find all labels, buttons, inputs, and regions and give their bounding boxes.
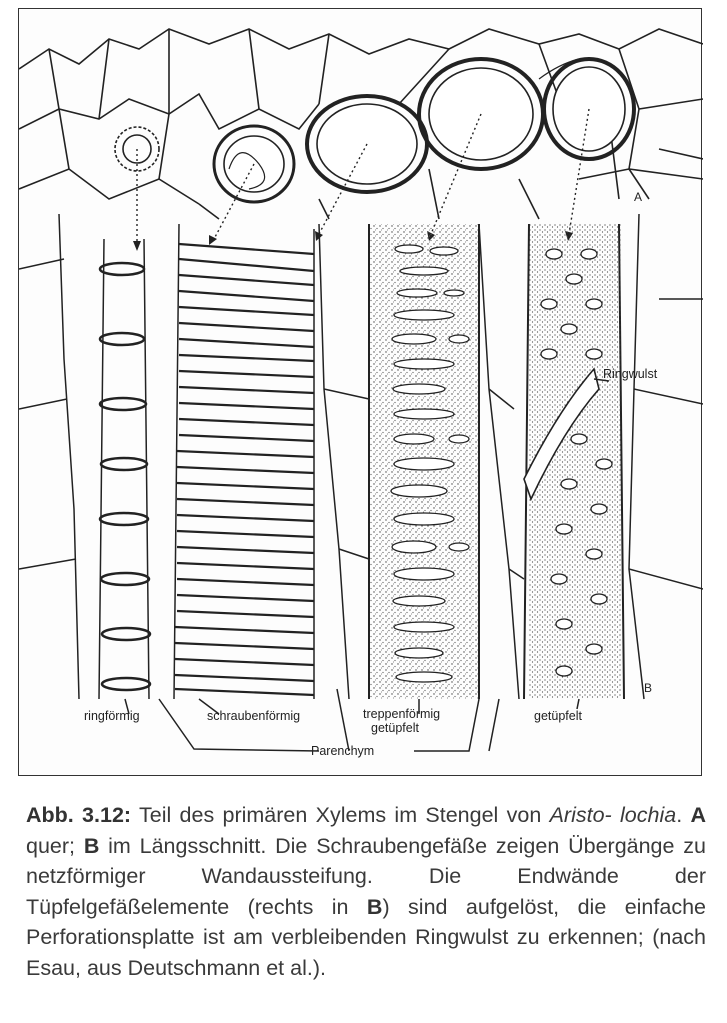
figure-caption (26, 800, 706, 983)
xylem-illustration (19, 9, 703, 777)
panel-b-letter: B (644, 681, 653, 695)
figure-frame (18, 8, 702, 776)
caption-text-3: quer; (26, 833, 84, 858)
panel-b-longitudinal (19, 214, 703, 751)
caption-text-5: ) sind aufgelöst, die einfache Perforationsplatte ist am verbleibenden Ringwulst zu erkennen; (nach Esau, aus Deutschmann et al.). (26, 894, 706, 980)
caption-b-letter: B (83, 833, 100, 858)
caption-text-4: im Längsschnitt. Die Schraubengefäße zeigen Übergänge zu netzförmiger Wandaussteifung. Die Endwände der Tüpfelgefäßelemente (rechts in (26, 833, 706, 919)
caption-genus-1: Aristo- (549, 803, 612, 827)
caption-genus-2: lochia (620, 803, 677, 827)
label-ringwulst: Ringwulst (603, 367, 658, 381)
caption-b-letter-2: B (366, 894, 383, 919)
caption-number: Abb. 3.12: (26, 803, 132, 827)
label-parenchyma: Parenchym (311, 744, 375, 758)
label-spiral: schraubenförmig (207, 709, 301, 723)
caption-text-2: . (676, 803, 691, 827)
label-pitted: getüpfelt (534, 709, 582, 723)
panel-a-letter: A (634, 190, 643, 204)
label-ring: ringförmig (84, 709, 140, 723)
label-scalariform-1: treppenförmig (363, 707, 441, 721)
caption-a-letter: A (690, 803, 706, 827)
label-scalariform-2: getüpfelt (371, 721, 419, 735)
panel-a-cross-section (19, 29, 703, 219)
caption-text-1: Teil des primären Xylems im Stengel von (131, 803, 550, 827)
